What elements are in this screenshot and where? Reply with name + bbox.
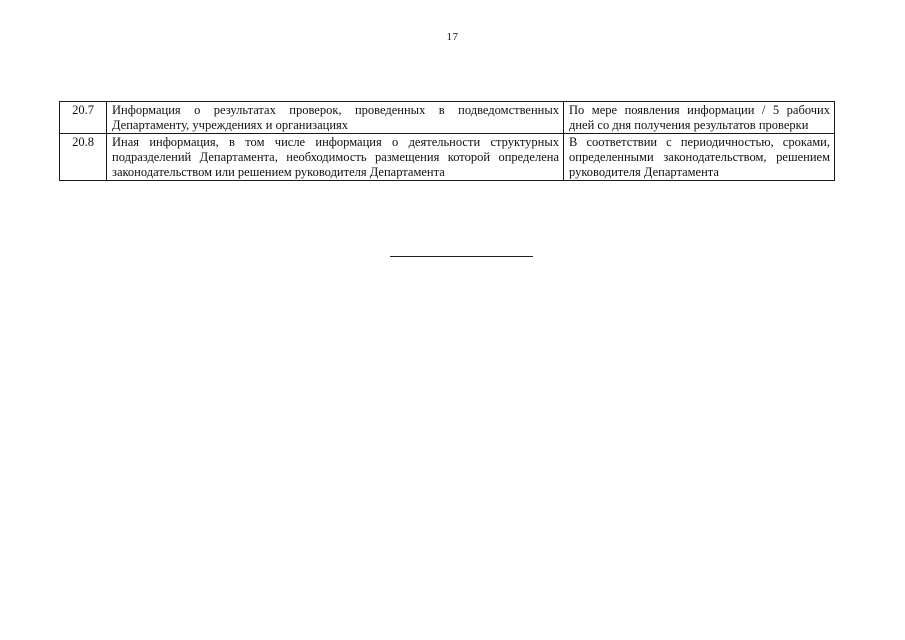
row-description: Информация о результатах проверок, проведенных в подведомственных Департаменту, учреждениях и организациях [107, 102, 564, 134]
information-table [59, 101, 835, 181]
row-number: 20.7 [60, 102, 107, 134]
row-term: В соответствии с периодичностью, сроками, определенными законодательством, решением руководителя Департамента [564, 134, 835, 181]
row-description: Иная информация, в том числе информация о деятельности структурных подразделений Департамента, необходимость размещения которой определена законодательством или решением руководителя Департамента [107, 134, 564, 181]
table-row [60, 134, 835, 181]
table-row [60, 102, 835, 134]
row-term: По мере появления информации / 5 рабочих дней со дня получения результатов проверки [564, 102, 835, 134]
row-number: 20.8 [60, 134, 107, 181]
end-divider [390, 256, 533, 257]
page-number: 17 [446, 31, 459, 43]
